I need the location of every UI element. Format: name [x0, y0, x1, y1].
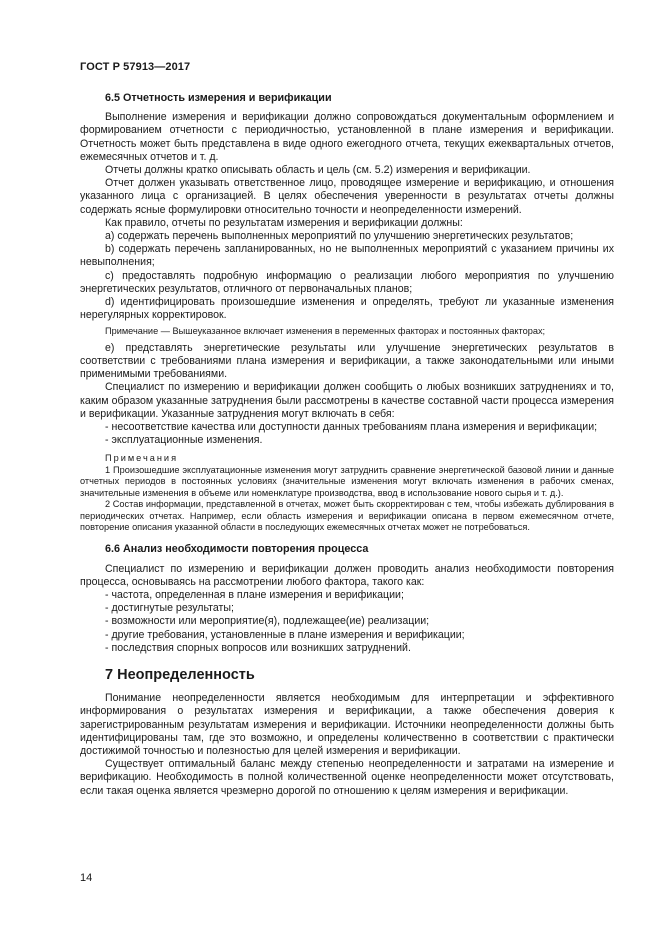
- dash-item: - достигнутые результаты;: [105, 602, 234, 615]
- dash-item: - несоответствие качества или доступности данных требованиям плана измерения и верификации;: [105, 421, 598, 434]
- page-content: [80, 92, 614, 798]
- paragraph: Понимание неопределенности является необходимым для интерпретации и эффективного информирования о результатах измерения и верификации, а также обеспечения доверия к зарегистрированным результатам измерения и верификации. Источники неопределенности должны быть идентифицированы там, где это возможно, и определены количественно в соответствии с практически достижимой точностью и полезностью для целей измерения и верификации.: [80, 692, 614, 757]
- paragraph: Существует оптимальный баланс между степенью неопределенности и затратами на измерение и верификацию. Необходимость в полной количественной оценке неопределенности может отсутствовать, если такая оценка является чрезмерно дорогой по отношению к целям измерения и верификации.: [80, 758, 614, 797]
- dash-item: - возможности или мероприятие(я), подлежащее(ие) реализации;: [105, 615, 430, 628]
- paragraph: Как правило, отчеты по результатам измерения и верификации должны:: [105, 216, 463, 229]
- document-header: ГОСТ Р 57913—2017: [80, 61, 191, 73]
- paragraph: Отчеты должны кратко описывать область и цель (см. 5.2) измерения и верификации.: [105, 164, 531, 177]
- notes-label: Примечания: [105, 453, 179, 464]
- paragraph: Отчет должен указывать ответственное лицо, проводящее измерение и верификацию, и отношения указанного лица с организацией. В целях обеспечения уверенности в результатах отчеты должны содержать ясные формулировки относительно точности и неопределенности измерений.: [80, 177, 614, 216]
- list-item-d: d) идентифицировать произошедшие изменения и определять, требуют ли указанные изменения нерегулярных корректировок.: [80, 296, 614, 322]
- list-item-b: b) содержать перечень запланированных, но не выполненных мероприятий с указанием причины их невыполнения;: [80, 243, 614, 269]
- list-item-e: e) представлять энергетические результаты или улучшение энергетических результатов в соответствии с требованиями плана измерения и верификации, а также законодательными или иными применимыми требованиями.: [80, 341, 614, 381]
- dash-item: - эксплуатационные изменения.: [105, 434, 263, 447]
- page-number: 14: [80, 872, 93, 884]
- list-item-a: a) содержать перечень выполненных мероприятий по улучшению энергетических результатов;: [105, 230, 574, 243]
- dash-item: - последствия спорных вопросов или возникших затруднений.: [105, 641, 411, 654]
- dash-item: - частота, определенная в плане измерения и верификации;: [105, 588, 404, 601]
- paragraph: Специалист по измерению и верификации должен сообщить о любых возникших затруднениях и то, каким образом указанные затруднения были рассмотрены в качестве составной части процесса измерения и верификации. Указанные затруднения могут включать в себя:: [80, 381, 614, 420]
- dash-item: - другие требования, установленные в плане измерения и верификации;: [105, 628, 465, 641]
- section-6-6-title: 6.6 Анализ необходимости повторения процесса: [105, 543, 369, 556]
- section-6-5-title: 6.5 Отчетность измерения и верификации: [105, 92, 332, 104]
- paragraph: Выполнение измерения и верификации должно сопровождаться документальным оформлением и формированием отчетности с периодичностью, установленной в плане измерения и верификации. Отчетность может быть представлена в виде одного ежегодного отчета, текущих ежеквартальных отчетов, ежемесячных отчетов и т. д.: [80, 111, 614, 163]
- paragraph: Специалист по измерению и верификации должен проводить анализ необходимости повторения процесса, основываясь на рассмотрении любого фактора, такого как:: [80, 562, 614, 588]
- note-1: 1 Произошедшие эксплуатационные изменения могут затруднить сравнение энергетической базовой линии и данные отчетных периодов в постоянных условиях (значительные изменения могут включать изменения в рабочих сменах, значительные изменения в объеме или номенклатуре производства, ввод в использование нового сырья и т. д.).: [80, 464, 614, 498]
- note: Примечание — Вышеуказанное включает изменения в переменных факторах и постоянных факторах;: [105, 326, 546, 337]
- note-2: 2 Состав информации, представленной в отчетах, может быть скорректирован с тем, чтобы избежать дублирования в периодических отчетах. Например, если область измерения и верификации описана в первом ежемесячном отчете, повторение описания указанной области в последующих ежемесячных отчетах может не потребоваться.: [80, 499, 614, 532]
- list-item-c: c) предоставлять подробную информацию о реализации любого мероприятия по улучшению энергетических результатов, отличного от первоначальных планов;: [80, 269, 614, 295]
- section-7-title: 7 Неопределенность: [105, 666, 255, 683]
